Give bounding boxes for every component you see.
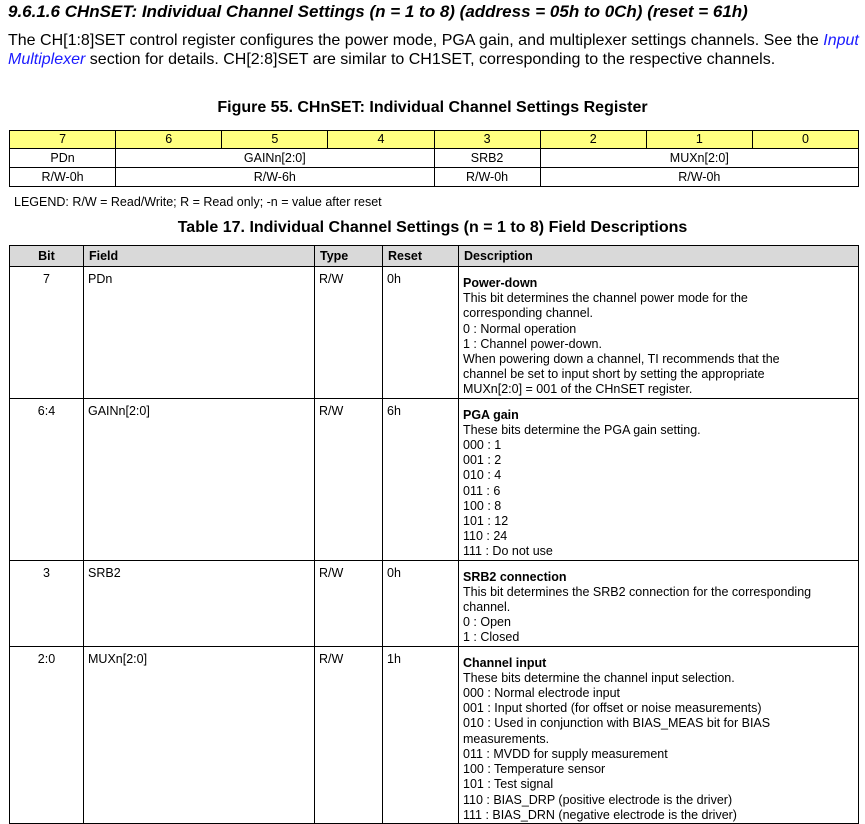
figure-title: Figure 55. CHnSET: Individual Channel Settings Register: [217, 99, 648, 116]
description-line: 100 : 8: [463, 498, 502, 513]
col-header-bit: Bit: [10, 246, 84, 267]
description-line: measurements.: [463, 731, 550, 746]
bit-cell: 2:0: [10, 646, 84, 823]
description-title: Power-down: [463, 276, 538, 290]
description-line: This bit determines the SRB2 connection for the corresponding: [463, 584, 812, 599]
description-line: 011 : 6: [463, 483, 501, 498]
table-header-row: [10, 246, 859, 267]
intro-text-start: The CH[1:8]SET control register configures the power mode, PGA gain, and multiplexer settings channels. See the: [8, 32, 824, 49]
register-access: R/W-6h: [116, 168, 434, 187]
bit-number: 6: [116, 131, 222, 149]
description-title: Channel input: [463, 655, 547, 670]
description-line: 1 : Channel power-down.: [463, 336, 602, 351]
intro-text-end: section for details. CH[2:8]SET are similar to CH1SET, corresponding to the respective channels.: [85, 51, 776, 68]
register-access: R/W-0h: [434, 168, 540, 187]
access-row: [10, 168, 859, 187]
reset-cell: 0h: [383, 560, 459, 646]
register-field: MUXn[2:0]: [540, 149, 858, 168]
table-row: [10, 267, 859, 399]
description-cell: [459, 646, 859, 823]
bit-number: 4: [328, 131, 434, 149]
description-line: These bits determine the PGA gain setting.: [463, 422, 701, 437]
description-line: 111 : BIAS_DRN (negative electrode is the driver): [463, 807, 737, 822]
description-line: 001 : 2: [463, 453, 502, 468]
type-cell: R/W: [315, 398, 383, 560]
description-line: 000 : 1: [463, 438, 502, 453]
field-cell: PDn: [84, 267, 315, 399]
register-field: SRB2: [434, 149, 540, 168]
bit-number: 2: [540, 131, 646, 149]
table-title: Table 17. Individual Channel Settings (n = 1 to 8) Field Descriptions: [177, 219, 688, 236]
bit-number: 0: [752, 131, 858, 149]
reset-cell: 6h: [383, 398, 459, 560]
col-header-reset: Reset: [383, 246, 459, 267]
field-cell: GAINn[2:0]: [84, 398, 315, 560]
description-line: corresponding channel.: [463, 306, 593, 321]
col-header-field: Field: [84, 246, 315, 267]
description-line: 0 : Normal operation: [463, 321, 577, 336]
description-title: SRB2 connection: [463, 569, 567, 584]
bit-number: 7: [10, 131, 116, 149]
table-row: [10, 560, 859, 646]
register-map-table: [9, 130, 859, 187]
reset-cell: 0h: [383, 267, 459, 399]
description-line: 0 : Open: [463, 615, 511, 630]
section-heading: 9.6.1.6 CHnSET: Individual Channel Settings (n = 1 to 8) (address = 05h to 0Ch) (reset = 61h): [8, 2, 748, 21]
register-field: PDn: [10, 149, 116, 168]
description-line: 001 : Input shorted (for offset or noise measurements): [463, 701, 762, 716]
field-cell: MUXn[2:0]: [84, 646, 315, 823]
description-line: channel be set to input short by setting the appropriate: [463, 367, 765, 382]
description-line: 111 : Do not use: [463, 544, 553, 559]
table-row: [10, 398, 859, 560]
bit-number: 1: [646, 131, 752, 149]
description-line: 010 : 4: [463, 468, 502, 483]
description-line: When powering down a channel, TI recommends that the: [463, 352, 780, 367]
description-line: This bit determines the channel power mode for the: [463, 291, 748, 306]
field-cell: SRB2: [84, 560, 315, 646]
bit-number: 3: [434, 131, 540, 149]
description-line: These bits determine the channel input selection.: [463, 670, 735, 685]
bit-number-row: [10, 131, 859, 149]
bit-cell: 7: [10, 267, 84, 399]
description-line: 010 : Used in conjunction with BIAS_MEAS bit for BIAS: [463, 716, 771, 731]
register-access: R/W-0h: [540, 168, 858, 187]
description-cell: [459, 560, 859, 646]
description-line: 110 : 24: [463, 529, 508, 544]
type-cell: R/W: [315, 560, 383, 646]
type-cell: R/W: [315, 646, 383, 823]
description-cell: [459, 398, 859, 560]
description-cell: [459, 267, 859, 399]
register-field: GAINn[2:0]: [116, 149, 434, 168]
description-line: MUXn[2:0] = 001 of the CHnSET register.: [463, 382, 693, 397]
bit-cell: 6:4: [10, 398, 84, 560]
register-access: R/W-0h: [10, 168, 116, 187]
field-name-row: [10, 149, 859, 168]
description-line: 100 : Temperature sensor: [463, 762, 606, 777]
description-line: 101 : Test signal: [463, 777, 554, 792]
description-line: 1 : Closed: [463, 630, 520, 645]
description-title: PGA gain: [463, 407, 519, 422]
bit-number: 5: [222, 131, 328, 149]
col-header-type: Type: [315, 246, 383, 267]
description-line: 011 : MVDD for supply measurement: [463, 746, 668, 761]
description-line: channel.: [463, 600, 511, 615]
description-line: 000 : Normal electrode input: [463, 686, 621, 701]
description-line: 110 : BIAS_DRP (positive electrode is the driver): [463, 792, 733, 807]
description-line: 101 : 12: [463, 514, 509, 529]
col-header-description: Description: [459, 246, 859, 267]
table-row: [10, 646, 859, 823]
bit-cell: 3: [10, 560, 84, 646]
type-cell: R/W: [315, 267, 383, 399]
legend: LEGEND: R/W = Read/Write; R = Read only; -n = value after reset: [14, 195, 382, 209]
input-multiplexer-link[interactable]: Input Multiplexer: [8, 32, 859, 68]
reset-cell: 1h: [383, 646, 459, 823]
intro-paragraph: [8, 31, 860, 69]
field-descriptions-table: [9, 245, 859, 824]
